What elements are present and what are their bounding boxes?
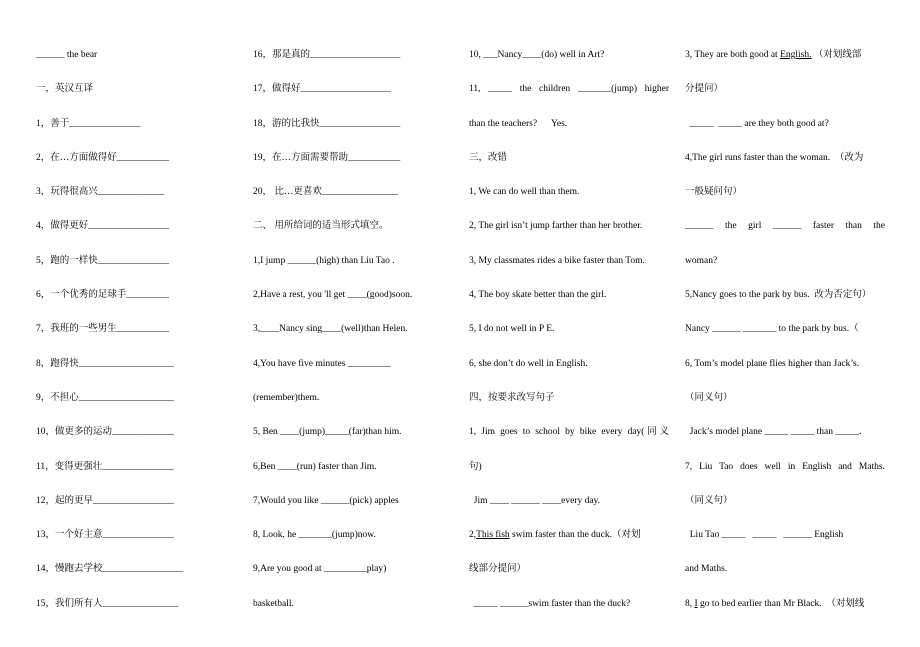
text-span: swim faster than the duck.（对划 (509, 530, 641, 541)
text-span: 8, (685, 598, 695, 609)
text-line: 11，变得更强壮_______________ (36, 461, 174, 472)
text-line: 18，游的比我快_________________ (253, 118, 401, 129)
text-line: 1, We can do well than them. (469, 187, 580, 198)
text-line: 4, The boy skate better than the girl. (469, 290, 607, 301)
text-line: 15，我们所有人________________ (36, 598, 179, 609)
text-line: 12，起的更早_________________ (36, 495, 174, 506)
underlined-text: I (694, 598, 698, 609)
text-line: ______ the girl ______ faster than the (685, 221, 885, 232)
text-line (685, 50, 885, 84)
text-line: and Maths. (685, 564, 728, 575)
text-line: 2,Have a rest, you 'll get ____(good)soon. (253, 290, 413, 301)
column-4 (685, 50, 885, 633)
column-3 (469, 50, 669, 633)
text-line: 3，玩得很高兴______________ (36, 187, 165, 198)
text-line: 11, _____ the children _______(jump) higher (469, 84, 669, 95)
text-line: 4,You have five minutes _________ (253, 358, 391, 369)
text-line: 10, ___Nancy____(do) well in Art? (469, 50, 605, 60)
text-line: 6,Ben ____(run) faster than Jim. (253, 461, 377, 472)
text-line: ______ the bear (36, 50, 98, 60)
section-heading: 二、 用所给词的适当形式填空。 (253, 221, 389, 232)
text-line: (remember)them. (253, 392, 320, 403)
column-1 (36, 50, 216, 633)
text-line: 5, Ben ____(jump)_____(far)than him. (253, 427, 402, 438)
text-line: 17，做得好___________________ (253, 84, 391, 95)
text-line: 8，跑得快____________________ (36, 358, 174, 369)
text-line: 5,Nancy goes to the park by bus. 改为否定句） (685, 290, 872, 301)
text-line: woman? (685, 255, 718, 266)
text-line: 7,Would you like ______(pick) apples (253, 495, 399, 506)
text-line (469, 530, 669, 564)
text-line: Jim ____ ______ ____every day. (469, 495, 601, 506)
text-line: 句) (469, 461, 482, 472)
text-line (685, 599, 885, 633)
text-line: basketball. (253, 598, 294, 609)
text-line: 2，在…方面做得好___________ (36, 152, 170, 163)
text-line: 8, Look, he _______(jump)now. (253, 530, 376, 541)
text-line: 7, Liu Tao does well in English and Maths. (685, 461, 885, 472)
text-line: Jack’s model plane _____ _____ than _____. (685, 427, 862, 438)
text-line: 6, she don’t do well in English. (469, 358, 588, 369)
text-line: 线部分提问） (469, 564, 527, 575)
text-line: than the teachers? Yes. (469, 118, 568, 129)
column-2 (253, 50, 453, 633)
text-line: 9,Are you good at _________play) (253, 564, 387, 575)
text-line: 3,____Nancy sing____(well)than Helen. (253, 324, 408, 335)
text-span: 3, They are both good at (685, 50, 781, 60)
text-line: 10，做更多的运动_____________ (36, 427, 174, 438)
section-heading: 四，按要求改写句子 (469, 392, 555, 403)
underlined-text: English. (780, 50, 812, 60)
text-line: （同义句） (685, 495, 733, 506)
text-span: （对划线部 (811, 50, 862, 60)
text-line: 13，一个好主意_______________ (36, 530, 174, 541)
text-line: 6, Tom’s model plane flies higher than Jack’s. (685, 358, 860, 369)
text-line: 分提问） (685, 84, 724, 95)
text-line: 6，一个优秀的足球手_________ (36, 290, 170, 301)
text-line: 14，慢跑去学校_________________ (36, 564, 184, 575)
section-heading: 一，英汉互译 (36, 84, 94, 95)
text-line: 20， 比…更喜欢________________ (253, 187, 398, 198)
text-line: 19，在…方面需要帮助___________ (253, 152, 401, 163)
text-span: 2, (469, 530, 477, 541)
text-line: 3, My classmates rides a bike faster than Tom. (469, 255, 645, 266)
text-line: 4，做得更好_________________ (36, 221, 170, 232)
text-line: Liu Tao _____ _____ ______ English (685, 530, 844, 541)
text-line: 1, Jim goes to school by bike every day(同义 (469, 427, 669, 438)
text-line: 2, The girl isn’t jump farther than her brother. (469, 221, 643, 232)
underlined-text: This fish (476, 530, 510, 541)
text-span: go to bed earlier than Mr Black. （对划线 (697, 598, 865, 609)
text-line: _____ ______swim faster than the duck? (469, 598, 631, 609)
text-line: Nancy ______ _______ to the park by bus.（ (685, 324, 859, 335)
text-line: 5，跑的一样快_______________ (36, 255, 170, 266)
text-line: 4,The girl runs faster than the woman. （改为 (685, 152, 864, 163)
text-line: 一般疑问句） (685, 187, 743, 198)
text-line: _____ _____ are they both good at? (685, 118, 829, 129)
section-heading: 三，改错 (469, 152, 508, 163)
text-line: 1，善于_______________ (36, 118, 141, 129)
text-line: 9，不担心____________________ (36, 392, 174, 403)
text-line: 16，那是真的___________________ (253, 50, 401, 60)
text-line: 5, I do not well in P E. (469, 324, 555, 335)
text-line: 1,I jump ______(high) than Liu Tao . (253, 255, 395, 266)
text-line: （同义句） (685, 392, 733, 403)
text-line: 7，我班的一些男生___________ (36, 324, 170, 335)
